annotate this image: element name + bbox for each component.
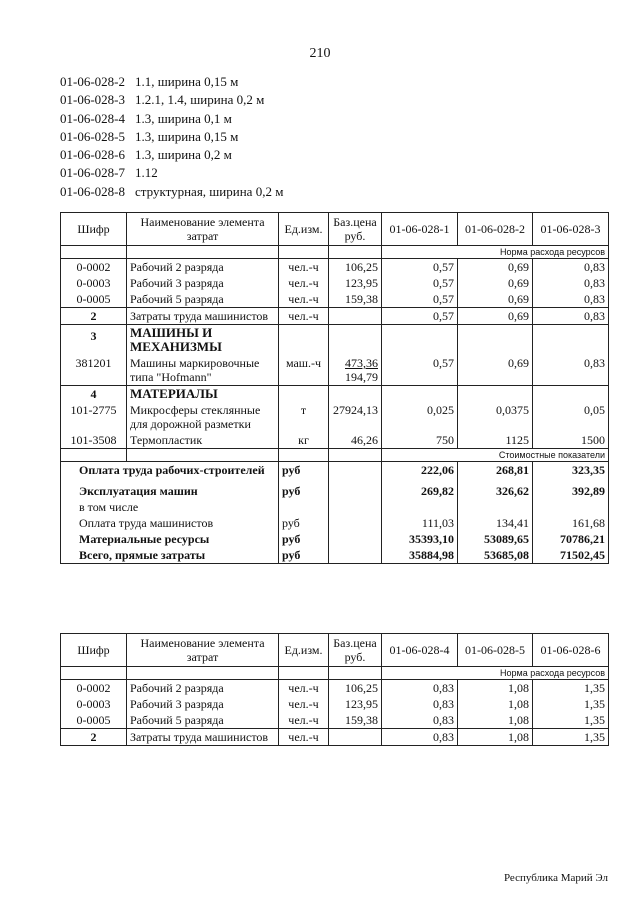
cell-price — [329, 355, 382, 386]
code-desc: 1.3, ширина 0,15 м — [135, 128, 239, 144]
cell-price: 106,25 — [329, 680, 382, 697]
cost-unit: руб — [279, 515, 329, 531]
resource-table-1 — [60, 212, 609, 564]
cell-name: Рабочий 2 разряда — [127, 680, 279, 697]
cost-row — [61, 531, 609, 547]
footer-region: Республика Марий Эл — [503, 872, 608, 884]
cost-name: Оплата труда машинистов — [61, 515, 279, 531]
cost-row — [61, 462, 609, 479]
code-list-item — [60, 164, 283, 182]
cost-value: 53685,08 — [458, 547, 533, 564]
cell-name: Рабочий 3 разряда — [127, 696, 279, 712]
code-desc: 1.2.1, 1.4, ширина 0,2 м — [135, 92, 265, 108]
cost-value: 222,06 — [382, 462, 458, 479]
col-header-unit: Ед.изм. — [279, 213, 329, 246]
norm-caption: Норма расхода ресурсов — [382, 667, 609, 680]
code-list — [60, 73, 283, 201]
cost-unit: руб — [279, 547, 329, 564]
cell-name: Микросферы стеклянные для дорожной разметки — [127, 402, 279, 432]
cell-name: Рабочий 2 разряда — [127, 259, 279, 276]
cell-value: 0,69 — [458, 275, 533, 291]
table-row — [61, 291, 609, 308]
code-list-item — [60, 128, 283, 146]
code-list-item — [60, 73, 283, 91]
cell-unit: чел.-ч — [279, 259, 329, 276]
table-row — [61, 355, 609, 386]
cell-price: 159,38 — [329, 291, 382, 308]
code-list-item — [60, 110, 283, 128]
code-id: 01-06-028-5 — [60, 128, 125, 144]
cell-name: Рабочий 3 разряда — [127, 275, 279, 291]
table-row — [61, 259, 609, 276]
cell-unit: чел.-ч — [279, 712, 329, 729]
cell-name: Затраты труда машинистов — [127, 308, 279, 325]
cell-value: 0,69 — [458, 259, 533, 276]
code-id: 01-06-028-8 — [60, 183, 125, 199]
cell-value: 0,57 — [382, 308, 458, 325]
table-caption-row — [61, 667, 609, 680]
code-list-item — [60, 183, 283, 201]
cell-code: 0-0005 — [61, 712, 127, 729]
section-row — [61, 386, 609, 403]
code-id: 01-06-028-2 — [60, 74, 125, 89]
code-id: 01-06-028-3 — [60, 92, 125, 108]
cell-name: Машины маркировочные типа "Hofmann" — [127, 355, 279, 386]
cell-value: 1,35 — [533, 712, 609, 729]
col-header-code: Шифр — [61, 213, 127, 246]
cost-value: 134,41 — [458, 515, 533, 531]
cost-value: 323,35 — [533, 462, 609, 479]
cost-value: 268,81 — [458, 462, 533, 479]
cell-price: 46,26 — [329, 432, 382, 449]
cost-value: 35393,10 — [382, 531, 458, 547]
cell-value: 0,69 — [458, 308, 533, 325]
section-title: МАТЕРИАЛЫ — [127, 386, 279, 403]
code-list-item — [60, 91, 283, 109]
cost-value: 269,82 — [382, 478, 458, 499]
cell-code: 4 — [61, 386, 127, 403]
col-header-unit: Ед.изм. — [279, 634, 329, 667]
cell-unit: чел.-ч — [279, 275, 329, 291]
resource-table-2 — [60, 633, 609, 746]
table-row — [61, 696, 609, 712]
cost-value: 326,62 — [458, 478, 533, 499]
table-caption-row — [61, 246, 609, 259]
cell-value: 0,83 — [533, 355, 609, 386]
cell-unit: т — [279, 402, 329, 432]
cell-value: 750 — [382, 432, 458, 449]
cell-value: 0,57 — [382, 291, 458, 308]
cost-name: Материальные ресурсы — [61, 531, 279, 547]
cell-price: 106,25 — [329, 259, 382, 276]
code-id: 01-06-028-6 — [60, 147, 125, 163]
table-row — [61, 729, 609, 746]
cost-value: 71502,45 — [533, 547, 609, 564]
cost-name: в том числе — [61, 499, 279, 515]
col-header-name: Наименование элемента затрат — [127, 634, 279, 667]
cell-value: 1,35 — [533, 729, 609, 746]
col-header-price: Баз.цена руб. — [329, 634, 382, 667]
cost-value: 111,03 — [382, 515, 458, 531]
cell-name: Рабочий 5 разряда — [127, 291, 279, 308]
col-header-v1: 01-06-028-4 — [382, 634, 458, 667]
col-header-v3: 01-06-028-6 — [533, 634, 609, 667]
code-desc: структурная, ширина 0,2 м — [135, 183, 284, 199]
section-title: МАШИНЫ И МЕХАНИЗМЫ — [127, 325, 279, 356]
cell-price — [329, 308, 382, 325]
cell-price: 159,38 — [329, 712, 382, 729]
cell-value: 1,35 — [533, 680, 609, 697]
cell-value: 1,08 — [458, 729, 533, 746]
norm-caption: Норма расхода ресурсов — [382, 246, 609, 259]
cell-price: 123,95 — [329, 275, 382, 291]
cost-name: Эксплуатация машин — [61, 478, 279, 499]
cell-code: 0-0002 — [61, 680, 127, 697]
cell-price: 123,95 — [329, 696, 382, 712]
cell-code: 0-0003 — [61, 275, 127, 291]
cell-code: 2 — [61, 308, 127, 325]
cost-value: 70786,21 — [533, 531, 609, 547]
cell-value: 0,69 — [458, 291, 533, 308]
cost-value: 53089,65 — [458, 531, 533, 547]
price-secondary: 194,79 — [345, 370, 378, 384]
cell-value: 0,83 — [382, 729, 458, 746]
price-underlined: 473,36 — [345, 356, 378, 370]
code-list-item — [60, 146, 283, 164]
code-desc: 1.3, ширина 0,2 м — [135, 147, 232, 163]
cell-price — [329, 729, 382, 746]
cell-code: 3 — [61, 325, 127, 356]
cell-value: 0,025 — [382, 402, 458, 432]
cell-value: 0,83 — [382, 712, 458, 729]
cell-unit: маш.-ч — [279, 355, 329, 386]
cell-value: 1,08 — [458, 712, 533, 729]
cell-code: 0-0003 — [61, 696, 127, 712]
cell-code: 0-0005 — [61, 291, 127, 308]
cell-code: 2 — [61, 729, 127, 746]
code-id: 01-06-028-7 — [60, 165, 125, 181]
table-row — [61, 402, 609, 432]
cell-value: 0,0375 — [458, 402, 533, 432]
cell-value: 1,08 — [458, 696, 533, 712]
cell-value: 0,05 — [533, 402, 609, 432]
cell-name: Затраты труда машинистов — [127, 729, 279, 746]
col-header-v2: 01-06-028-2 — [458, 213, 533, 246]
cell-unit: кг — [279, 432, 329, 449]
cell-code: 101-3508 — [61, 432, 127, 449]
cost-caption: Стоимостные показатели — [382, 449, 609, 462]
cell-value: 0,83 — [533, 308, 609, 325]
cell-value: 1125 — [458, 432, 533, 449]
code-desc: 1.1, ширина 0,15 м — [135, 74, 239, 89]
cell-name: Рабочий 5 разряда — [127, 712, 279, 729]
cell-value: 0,83 — [533, 259, 609, 276]
cell-code: 381201 — [61, 355, 127, 386]
table-header-row — [61, 634, 609, 667]
col-header-v3: 01-06-028-3 — [533, 213, 609, 246]
cell-value: 0,69 — [458, 355, 533, 386]
cell-code: 0-0002 — [61, 259, 127, 276]
cell-value: 1,35 — [533, 696, 609, 712]
cell-value: 0,83 — [382, 696, 458, 712]
cell-unit: чел.-ч — [279, 729, 329, 746]
cost-row — [61, 515, 609, 531]
cell-unit: чел.-ч — [279, 308, 329, 325]
table-row — [61, 308, 609, 325]
cell-value: 0,83 — [533, 275, 609, 291]
table-caption-row — [61, 449, 609, 462]
cell-unit: чел.-ч — [279, 680, 329, 697]
cost-unit: руб — [279, 478, 329, 499]
cost-name: Оплата труда рабочих-строителей — [61, 462, 279, 479]
cell-value: 0,83 — [533, 291, 609, 308]
col-header-name: Наименование элемента затрат — [127, 213, 279, 246]
code-desc: 1.12 — [135, 165, 158, 181]
cost-unit: руб — [279, 531, 329, 547]
table-header-row — [61, 213, 609, 246]
cell-value: 0,57 — [382, 355, 458, 386]
table-row — [61, 712, 609, 729]
cell-price: 27924,13 — [329, 402, 382, 432]
cell-code: 101-2775 — [61, 402, 127, 432]
cost-value: 35884,98 — [382, 547, 458, 564]
cell-value: 0,83 — [382, 680, 458, 697]
col-header-price: Баз.цена руб. — [329, 213, 382, 246]
cost-row — [61, 499, 609, 515]
cost-value: 392,89 — [533, 478, 609, 499]
cost-value: 161,68 — [533, 515, 609, 531]
cell-value: 0,57 — [382, 275, 458, 291]
code-id: 01-06-028-4 — [60, 110, 125, 126]
cost-row — [61, 478, 609, 499]
cell-value: 0,57 — [382, 259, 458, 276]
cell-value: 1,08 — [458, 680, 533, 697]
col-header-v2: 01-06-028-5 — [458, 634, 533, 667]
col-header-code: Шифр — [61, 634, 127, 667]
col-header-v1: 01-06-028-1 — [382, 213, 458, 246]
cell-unit: чел.-ч — [279, 291, 329, 308]
cost-row — [61, 547, 609, 564]
table-row — [61, 680, 609, 697]
section-row — [61, 325, 609, 356]
cell-value: 1500 — [533, 432, 609, 449]
cost-unit: руб — [279, 462, 329, 479]
cell-name: Термопластик — [127, 432, 279, 449]
cost-name: Всего, прямые затраты — [61, 547, 279, 564]
cell-unit: чел.-ч — [279, 696, 329, 712]
code-desc: 1.3, ширина 0,1 м — [135, 110, 232, 126]
table-row — [61, 432, 609, 449]
page-number: 210 — [309, 46, 331, 61]
table-row — [61, 275, 609, 291]
